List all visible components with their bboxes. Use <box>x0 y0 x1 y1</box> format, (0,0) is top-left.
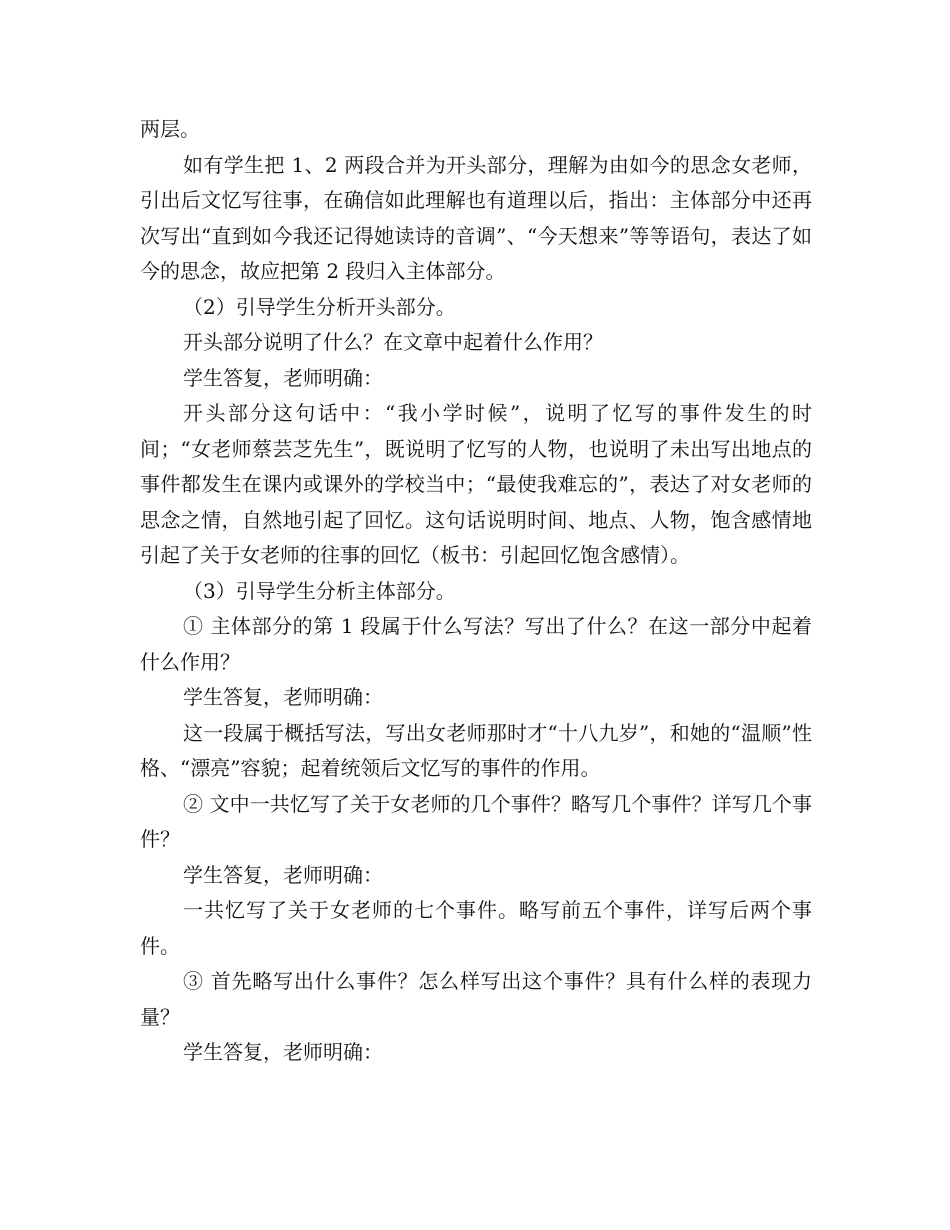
answer-prompt: 学生答复，老师明确： <box>183 685 383 709</box>
paragraph: 这一段属于概括写法，写出女老师那时才“十八九岁”，和她的“温顺”性格、“漂亮”容貌；起着统领后文忆写的事件的作用。 <box>140 720 812 780</box>
paragraph: 开头部分这句话中：“我小学时候”，说明了忆写的事件发生的时间；“女老师蔡芸芝先生”，既说明了忆写的人物，也说明了未出写出地点的事件都发生在课内或课外的学校当中；“最使我难忘的”，表达了对女老师的思念之情，自然地引起了回忆。这句话说明时间、地点、人物，饱含感情地引起了关于女老师的往事的回忆（板书：引起回忆饱含感情）。 <box>140 401 812 567</box>
question: 开头部分说明了什么？在文章中起着什么作用？ <box>183 330 603 354</box>
paragraph: 如有学生把 1、2 两段合并为开头部分，理解为由如今的思念女老师，引出后文忆写往事，在确信如此理解也有道理以后，指出：主体部分中还再次写出“直到如今我还记得她读诗的音调”、“今天想来”等等语句，表达了如今的思念，故应把第 2 段归入主体部分。 <box>140 152 812 283</box>
question: ① 主体部分的第 1 段属于什么写法？写出了什么？在这一部分中起着什么作用？ <box>140 614 812 674</box>
paragraph: 两层。 <box>140 117 200 141</box>
section-heading: （2）引导学生分析开头部分。 <box>183 294 456 319</box>
question: ② 文中一共忆写了关于女老师的几个事件？略写几个事件？详写几个事件？ <box>140 791 812 851</box>
answer-prompt: 学生答复，老师明确： <box>183 1040 383 1064</box>
section-heading: （3）引导学生分析主体部分。 <box>183 578 456 603</box>
document-body <box>140 112 812 1071</box>
paragraph: 一共忆写了关于女老师的七个事件。略写前五个事件，详写后两个事件。 <box>140 898 812 958</box>
answer-prompt: 学生答复，老师明确： <box>183 862 383 887</box>
answer-prompt: 学生答复，老师明确： <box>183 365 383 390</box>
question: ③ 首先略写出什么事件？怎么样写出这个事件？具有什么样的表现力量？ <box>140 969 812 1029</box>
